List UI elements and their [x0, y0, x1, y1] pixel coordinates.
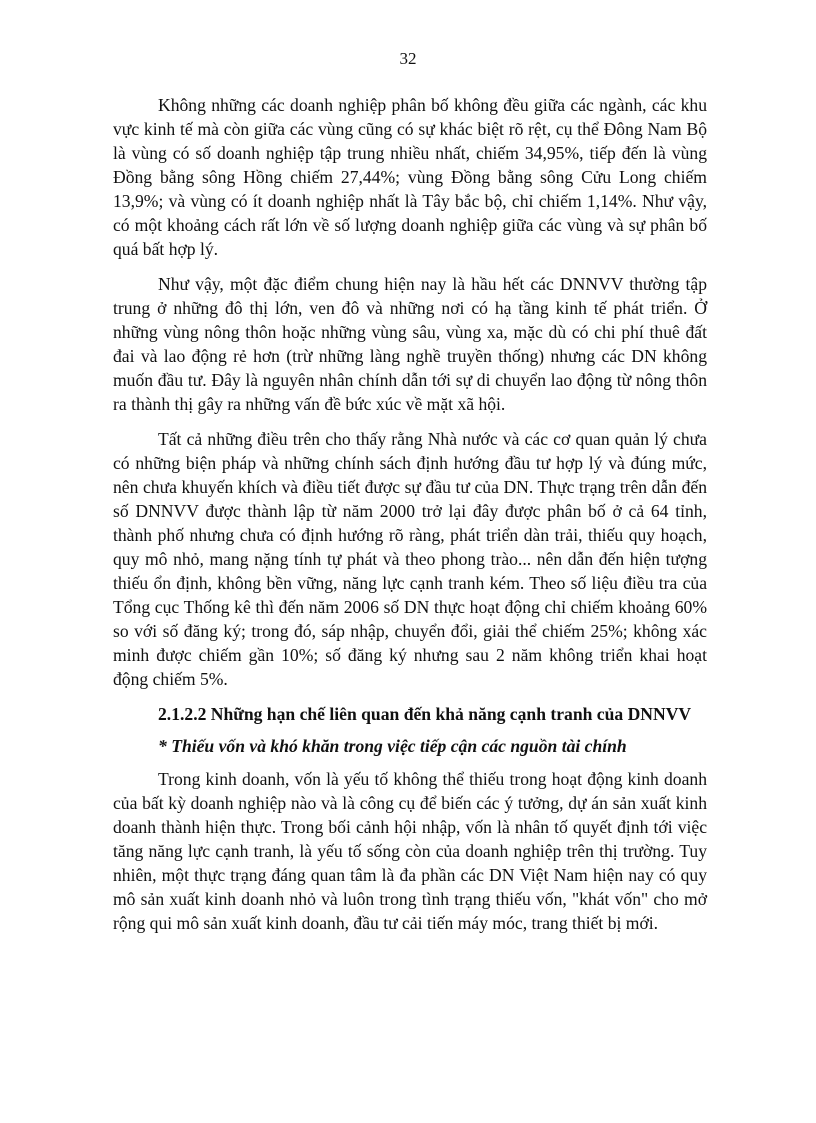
paragraph-policy-shortcomings: Tất cả những điều trên cho thấy rằng Nhà nước và các cơ quan quản lý chưa có những biện pháp và những chính sách định hướng đầu tư hợp lý và đúng mức, nên chưa khuyến khích và điều tiết được sự đầu tư của DN. Thực trạng trên dẫn đến số DNNVV được thành lập từ năm 2000 trở lại đây được phân bố ở cả 64 tỉnh, thành phố nhưng chưa có định hướng rõ ràng, phát triển dàn trải, thiếu quy hoạch, quy mô nhỏ, mang nặng tính tự phát và theo phong trào... nên dẫn đến hiện tượng thiếu ổn định, không bền vững, năng lực cạnh tranh kém. Theo số liệu điều tra của Tổng cục Thống kê thì đến năm 2006 số DN thực hoạt động chỉ chiếm khoảng 60% so với số đăng ký; trong đó, sáp nhập, chuyển đổi, giải thể chiếm 25%; không xác minh được chiếm gần 10%; số đăng ký nhưng sau 2 năm không triển khai hoạt động chiếm 5%.: [113, 429, 707, 689]
page-body: [113, 93, 707, 946]
paragraph-regional-distribution: Không những các doanh nghiệp phân bố không đều giữa các ngành, các khu vực kinh tế mà còn giữa các vùng cũng có sự khác biệt rõ rệt, cụ thể Đông Nam Bộ là vùng có số doanh nghiệp tập trung nhiều nhất, chiếm 34,95%, tiếp đến là vùng Đồng bằng sông Hồng chiếm 27,44%; vùng Đồng bằng sông Cửu Long chiếm 13,9%; và vùng có ít doanh nghiệp nhất là Tây bắc bộ, chỉ chiếm 1,14%. Như vậy, có một khoảng cách rất lớn về số lượng doanh nghiệp giữa các vùng và sự phân bố quá bất hợp lý.: [113, 95, 707, 259]
section-heading: 2.1.2.2 Những hạn chế liên quan đến khả năng cạnh tranh của DNNVV: [158, 704, 692, 724]
paragraph-urban-concentration: Như vậy, một đặc điểm chung hiện nay là hầu hết các DNNVV thường tập trung ở những đô thị lớn, ven đô và những nơi có hạ tầng kinh tế phát triển. Ở những vùng nông thôn hoặc những vùng sâu, vùng xa, mặc dù có chi phí thuê đất đai và lao động rẻ hơn (trừ những làng nghề truyền thống) nhưng các DN không muốn đầu tư. Đây là nguyên nhân chính dẫn tới sự di chuyển lao động từ nông thôn ra thành thị gây ra những vấn đề bức xúc về mặt xã hội.: [113, 274, 707, 414]
subsection-heading: * Thiếu vốn và khó khăn trong việc tiếp cận các nguồn tài chính: [158, 736, 627, 756]
paragraph-capital-shortage: Trong kinh doanh, vốn là yếu tố không thể thiếu trong hoạt động kinh doanh của bất kỳ doanh nghiệp nào và là công cụ để biến các ý tưởng, dự án sản xuất kinh doanh thành hiện thực. Trong bối cảnh hội nhập, vốn là nhân tố quyết định tới việc tăng năng lực cạnh tranh, là yếu tố sống còn của doanh nghiệp trên thị trường. Tuy nhiên, một thực trạng đáng quan tâm là đa phần các DN Việt Nam hiện nay có quy mô sản xuất kinh doanh nhỏ và luôn trong tình trạng thiếu vốn, "khát vốn" cho mở rộng qui mô sản xuất kinh doanh, đầu tư cải tiến máy móc, trang thiết bị mới.: [113, 769, 707, 933]
page-number: 32: [399, 49, 417, 68]
